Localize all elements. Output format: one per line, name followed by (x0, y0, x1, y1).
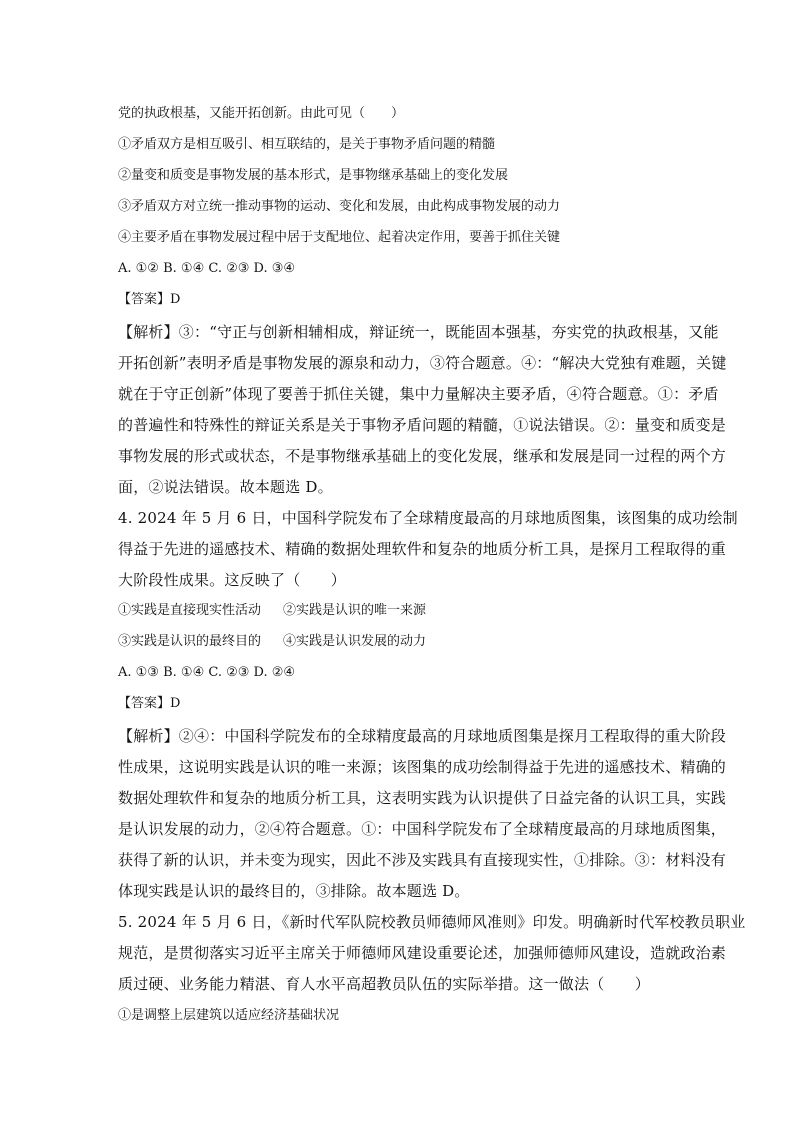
q4-option-3: ③实践是认识的最终目的 (118, 634, 262, 649)
q3-analysis-line-6: 面，②说法错误。故本题选 D。 (118, 478, 333, 496)
question-5-stem-line-1: 5. 2024 年 5 月 6 日，《新时代军队院校教员师德师风准则》印发。明确新时代军校教员职业 (118, 913, 746, 931)
q3-option-1: ①矛盾双方是相互吸引、相互联结的，是关于事物矛盾问题的精髓 (118, 137, 496, 152)
q3-choices: A. ①② B. ①④ C. ②③ D. ③④ (118, 261, 296, 276)
q3-analysis-line-2: 开拓创新”表明矛盾是事物发展的源泉和动力，③符合题意。④：“解决大党独有难题，关键 (118, 354, 727, 372)
question-5-stem-line-3: 质过硬、业务能力精湛、育人水平高超教员队伍的实际举措。这一做法（ ） (118, 975, 651, 993)
q3-option-4: ④主要矛盾在事物发展过程中居于支配地位、起着决定作用，要善于抓住关键 (118, 230, 561, 245)
q3-option-3: ③矛盾双方对立统一推动事物的运动、变化和发展，由此构成事物发展的动力 (118, 199, 561, 214)
q3-answer: 【答案】D (118, 292, 181, 307)
q3-analysis-line-5: 事物发展的形式或状态，不是事物继承基础上的变化发展，继承和发展是同一过程的两个方 (118, 447, 727, 465)
q4-analysis-line-6: 体现实践是认识的最终目的，③排除。故本题选 D。 (118, 882, 470, 900)
q3-analysis-line-1: 【解析】③：“守正与创新相辅相成，辩证统一，既能固本强基，夯实党的执政根基，又能 (118, 323, 719, 341)
q5-option-1: ①是调整上层建筑以适应经济基础状况 (118, 1008, 340, 1023)
q4-option-2: ②实践是认识的唯一来源 (283, 603, 427, 618)
q4-choices: A. ①③ B. ①④ C. ②③ D. ②④ (118, 665, 296, 680)
question-5-stem-line-2: 规范，是贯彻落实习近平主席关于师德师风建设重要论述，加强师德师风建设，造就政治素 (118, 944, 727, 962)
q3-analysis-line-4: 的普遍性和特殊性的辩证关系是关于事物矛盾问题的精髓，①说法错误。②：量变和质变是 (118, 416, 727, 434)
question-4-stem-line-1: 4. 2024 年 5 月 6 日，中国科学院发布了全球精度最高的月球地质图集，该图集的成功绘制 (118, 509, 738, 527)
q3-analysis-line-3: 就在于守正创新”体现了要善于抓住关键，集中力量解决主要矛盾，④符合题意。①：矛盾 (118, 385, 719, 403)
question-4-stem-line-2: 得益于先进的遥感技术、精确的数据处理软件和复杂的地质分析工具，是探月工程取得的重 (118, 540, 727, 558)
q4-analysis-line-3: 数据处理软件和复杂的地质分析工具，这表明实践为认识提供了日益完备的认识工具，实践 (118, 789, 727, 807)
q4-answer: 【答案】D (118, 696, 181, 711)
q4-analysis-line-4: 是认识发展的动力，②④符合题意。①：中国科学院发布了全球精度最高的月球地质图集， (118, 820, 727, 838)
q4-option-4: ④实践是认识发展的动力 (283, 634, 427, 649)
question-3-stem-end: 党的执政根基，又能开拓创新。由此可见（ ） (118, 106, 405, 121)
q4-options-row-1 (118, 601, 426, 621)
q3-option-2: ②量变和质变是事物发展的基本形式，是事物继承基础上的变化发展 (118, 168, 509, 183)
q4-analysis-line-1: 【解析】②④：中国科学院发布的全球精度最高的月球地质图集是探月工程取得的重大阶段 (118, 727, 727, 745)
q4-analysis-line-5: 获得了新的认识，并未变为现实，因此不涉及实践具有直接现实性，①排除。③：材料没有 (118, 851, 727, 869)
q4-options-row-2 (118, 632, 426, 652)
q4-analysis-line-2: 性成果，这说明实践是认识的唯一来源；该图集的成功绘制得益于先进的遥感技术、精确的 (118, 758, 727, 776)
q4-option-1: ①实践是直接现实性活动 (118, 603, 262, 618)
question-4-stem-line-3: 大阶段性成果。这反映了（ ） (118, 571, 347, 589)
